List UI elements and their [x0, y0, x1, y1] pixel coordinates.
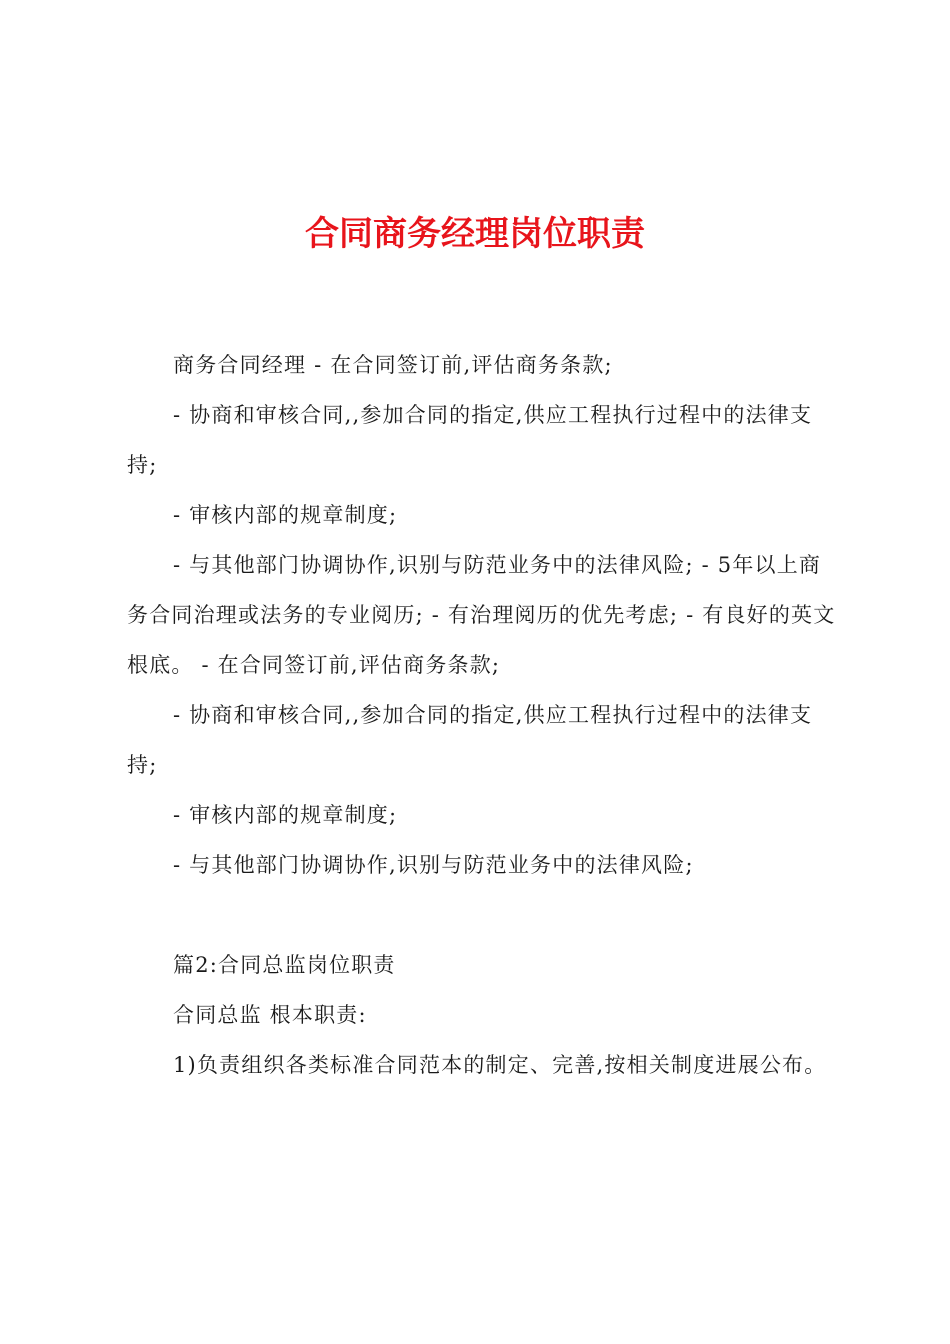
paragraph: - 与其他部门协调协作,识别与防范业务中的法律风险;	[173, 853, 694, 877]
paragraph: 合同总监 根本职责:	[173, 1003, 367, 1027]
section-spacer	[127, 890, 837, 940]
paragraph: - 协商和审核合同,,参加合同的指定,供应工程执行过程中的法律支持;	[127, 403, 813, 477]
paragraph: - 协商和审核合同,,参加合同的指定,供应工程执行过程中的法律支持;	[127, 703, 813, 777]
section-heading: 篇2:合同总监岗位职责	[173, 953, 396, 977]
document-title: 合同商务经理岗位职责	[305, 214, 645, 254]
paragraph: - 审核内部的规章制度;	[173, 803, 398, 827]
document-body	[127, 340, 837, 1090]
paragraph: - 审核内部的规章制度;	[173, 503, 398, 527]
paragraph: - 与其他部门协调协作,识别与防范业务中的法律风险; - 5年以上商务合同治理或法务的专业阅历; - 有治理阅历的优先考虑; - 有良好的英文根底。 - 在合同签订前,评估商务条款;	[127, 553, 836, 677]
paragraph: 商务合同经理 - 在合同签订前,评估商务条款;	[173, 353, 613, 377]
paragraph: 1)负责组织各类标准合同范本的制定、完善,按相关制度进展公布。	[173, 1053, 827, 1077]
